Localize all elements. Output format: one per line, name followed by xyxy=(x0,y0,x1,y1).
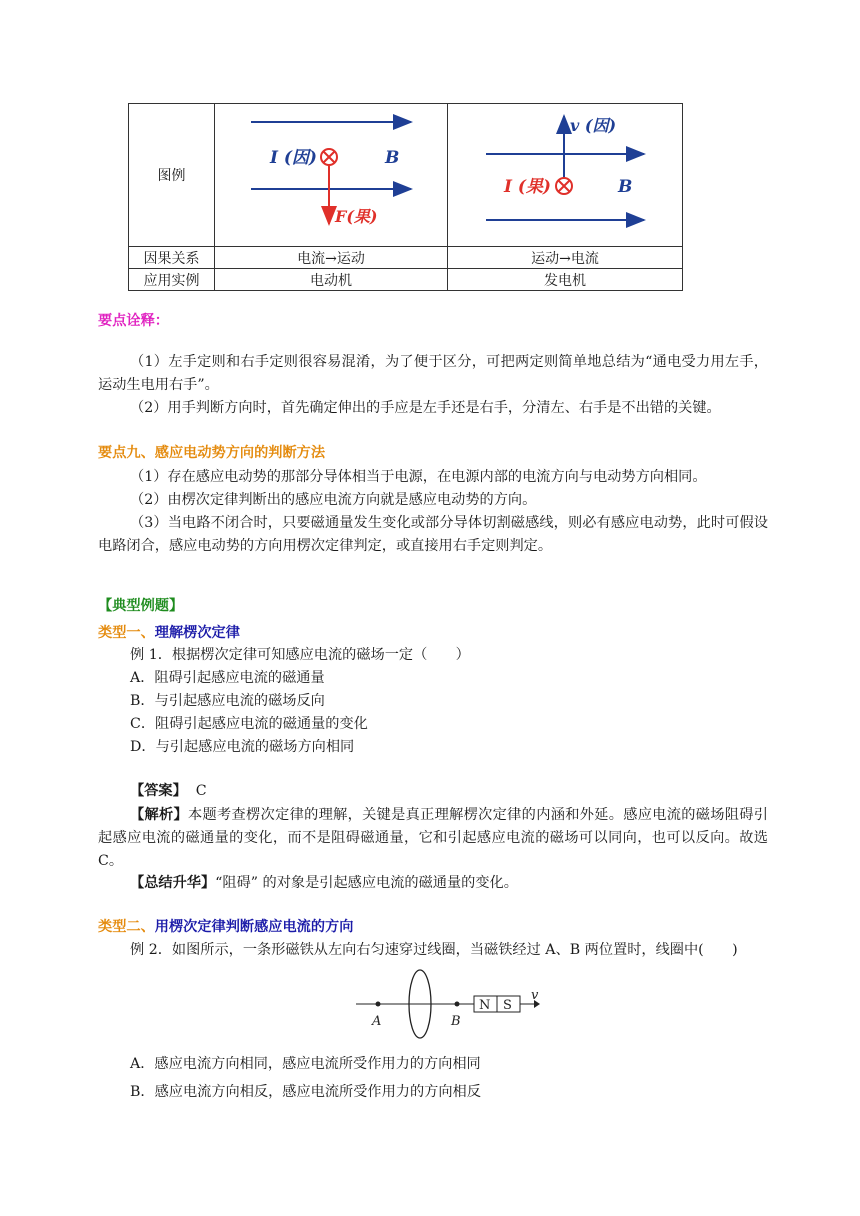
velocity-label: v xyxy=(531,988,539,1003)
type2-option-a: A．感应电流方向相同，感应电流所受作用力的方向相同 xyxy=(130,1056,481,1072)
notes-heading: 要点诠释： xyxy=(98,313,169,329)
notes-paragraph-2: （2）用手判断方向时，首先确定伸出的手应是左手还是右手，分清左、右手是不出错的关键。 xyxy=(130,400,721,416)
motor-application: 电动机 xyxy=(215,269,448,291)
point-a-marker xyxy=(376,1002,381,1007)
type1-option-b: B．与引起感应电流的磁场反向 xyxy=(130,693,325,709)
notes-paragraph-1: （1）左手定则和右手定则很容易混淆，为了便于区分，可把两定则简单地总结为“通电受力用左手，运动生电用右手”。 xyxy=(98,354,768,393)
type1-analysis xyxy=(98,804,768,873)
row-label-cause: 因果关系 xyxy=(129,247,215,269)
type1-option-d: D．与引起感应电流的磁场方向相同 xyxy=(130,739,355,755)
section9-paragraph-3: （3）当电路不闭合时，只要磁通量发生变化或部分导体切割磁感线，则必有感应电动势，此时可假设电路闭合，感应电动势的方向用楞次定律判定，或直接用右手定则判定。 xyxy=(98,515,768,554)
pole-n-label: N xyxy=(479,998,491,1013)
section9-paragraph-2: （2）由楞次定律判断出的感应电流方向就是感应电动势的方向。 xyxy=(130,492,537,508)
force-label: F(果) xyxy=(335,207,378,226)
type1-option-c: C．阻碍引起感应电流的磁通量的变化 xyxy=(130,716,368,732)
magnet-coil-figure xyxy=(350,968,550,1044)
type2-option-b: B．感应电流方向相反，感应电流所受作用力的方向相反 xyxy=(130,1084,481,1100)
generator-cause-effect: 运动→电流 xyxy=(448,247,683,269)
type1-title: 理解楞次定律 xyxy=(154,625,240,641)
summary-text: “阻碍” 的对象是引起感应电流的磁通量的变化。 xyxy=(215,875,518,891)
type2-question: 例 2．如图所示，一条形磁铁从左向右匀速穿过线圈，当磁铁经过 A、B 两位置时，线圈中( ) xyxy=(130,942,738,958)
motor-diagram-cell xyxy=(215,104,448,247)
summary-label: 【总结升华】 xyxy=(130,875,216,891)
row-label-diagram: 图例 xyxy=(129,104,215,247)
type1-prefix: 类型一、 xyxy=(98,625,155,641)
type1-summary xyxy=(130,873,518,893)
type2-heading xyxy=(98,917,353,937)
type1-answer xyxy=(130,781,207,801)
row-label-application: 应用实例 xyxy=(129,269,215,291)
type2-prefix: 类型二、 xyxy=(98,919,155,935)
point-b-marker xyxy=(455,1002,460,1007)
pole-s-label: S xyxy=(503,998,512,1013)
analysis-label: 【解析】 xyxy=(130,807,189,823)
motor-force-diagram xyxy=(215,104,447,242)
generator-diagram-cell xyxy=(448,104,683,247)
type1-question: 例 1．根据楞次定律可知感应电流的磁场一定（ ） xyxy=(130,647,470,663)
generator-diagram xyxy=(448,104,682,242)
generator-application: 发电机 xyxy=(448,269,683,291)
type1-heading xyxy=(98,623,240,643)
comparison-table xyxy=(128,103,683,291)
motor-cause-effect: 电流→运动 xyxy=(215,247,448,269)
field-label: B xyxy=(618,177,633,197)
current-label: I (因) xyxy=(270,148,317,168)
current-label: I (果) xyxy=(504,177,551,197)
section9-heading: 要点九、感应电动势方向的判断方法 xyxy=(98,445,326,461)
answer-label: 【答案】 xyxy=(130,783,187,799)
examples-heading: 【典型例题】 xyxy=(98,598,184,614)
answer-value: C xyxy=(195,783,207,799)
field-label: B xyxy=(385,148,400,168)
analysis-text: 本题考查楞次定律的理解，关键是真正理解楞次定律的内涵和外延。感应电流的磁场阻碍引起感应电流的磁通量的变化，而不是阻碍磁通量，它和引起感应电流的磁场可以同向，也可以反向。故选 C。 xyxy=(98,807,768,869)
type1-option-a: A．阻碍引起感应电流的磁通量 xyxy=(130,670,325,686)
point-b-label: B xyxy=(451,1014,461,1029)
type2-title: 用楞次定律判断感应电流的方向 xyxy=(154,919,354,935)
velocity-label: v (因) xyxy=(570,116,617,135)
point-a-label: A xyxy=(372,1014,382,1029)
section9-paragraph-1: （1）存在感应电动势的那部分导体相当于电源，在电源内部的电流方向与电动势方向相同。 xyxy=(130,469,707,485)
